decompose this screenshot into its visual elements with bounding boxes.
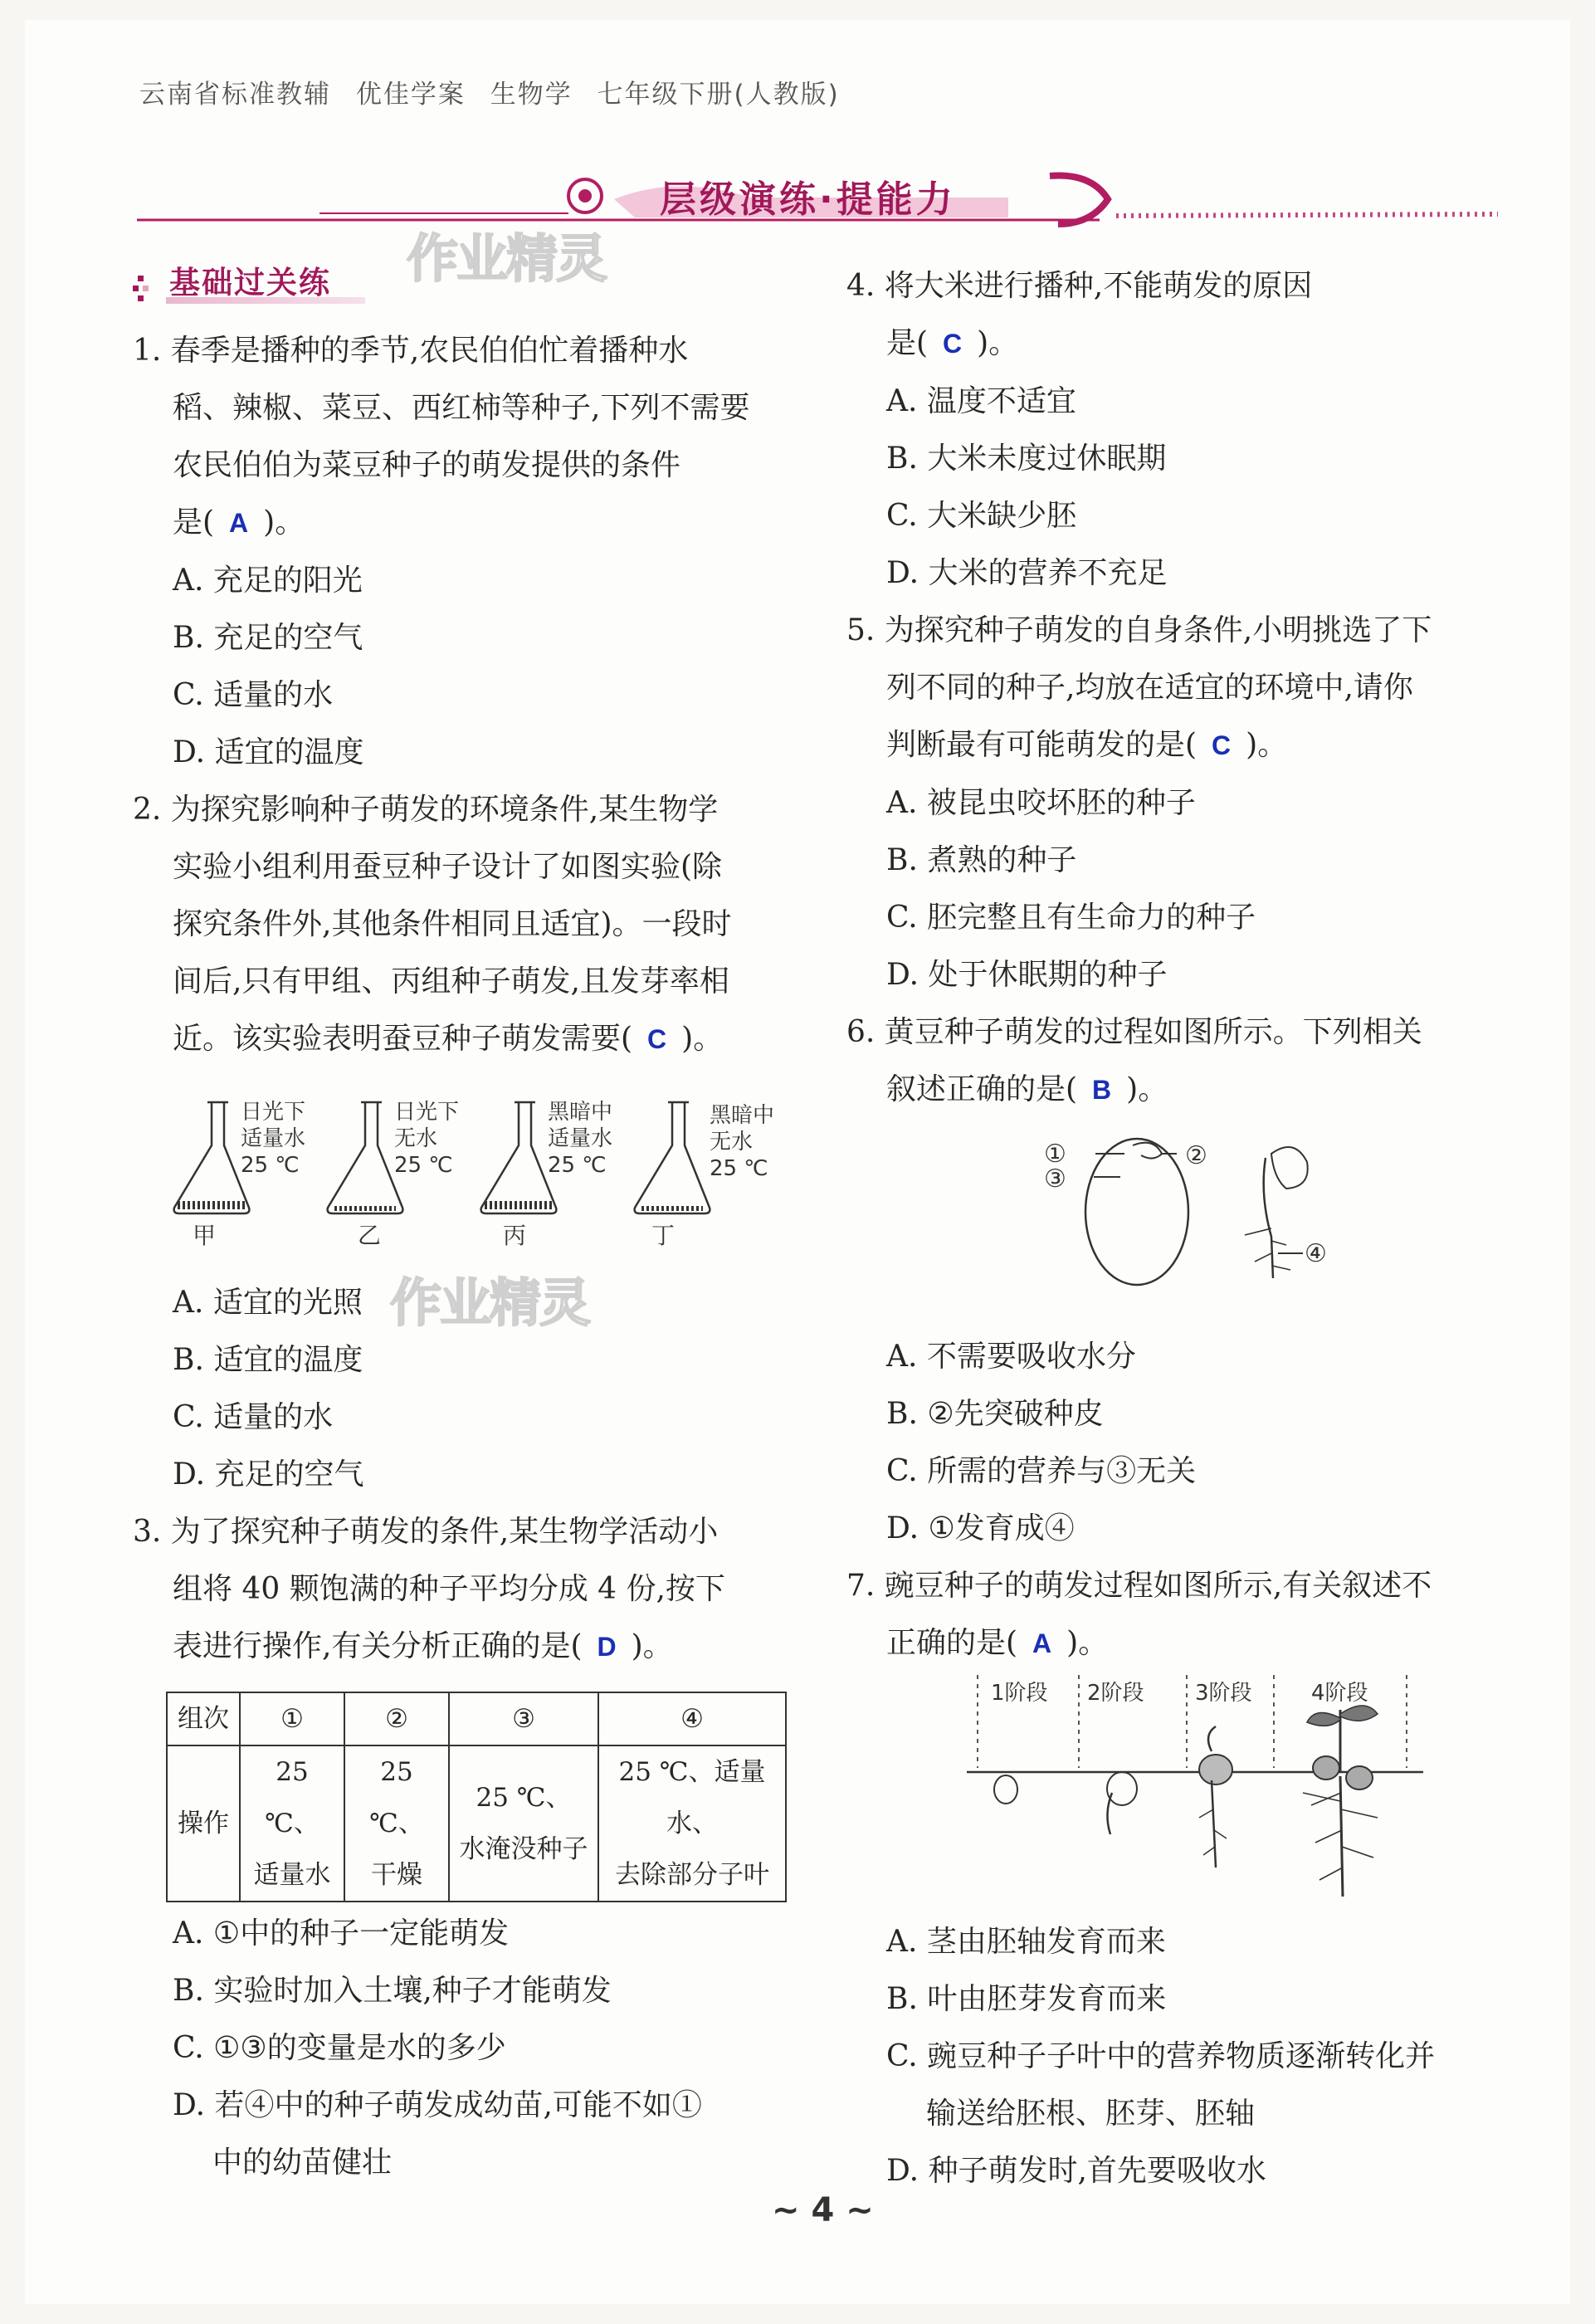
option: B. 实验时加入土壤,种子才能萌发 bbox=[173, 1974, 612, 2008]
question-text: 探究条件外,其他条件相同且适宜)。一段时 bbox=[173, 907, 732, 941]
table-cell: 25 ℃、 干燥 bbox=[344, 1745, 449, 1902]
answer-mark: C bbox=[943, 329, 963, 359]
svg-text:日光下: 日光下 bbox=[241, 1100, 306, 1125]
option: C. ①③的变量是水的多少 bbox=[173, 2031, 506, 2065]
question-text: 6. 黄豆种子萌发的过程如图所示。下列相关 bbox=[846, 1015, 1422, 1049]
option: 中的幼苗健壮 bbox=[212, 2146, 393, 2180]
svg-text:黑暗中: 黑暗中 bbox=[710, 1103, 775, 1128]
page-number: ~ 4 ~ bbox=[772, 2191, 874, 2229]
question-5 bbox=[846, 602, 1510, 1003]
flask-yi bbox=[328, 1100, 459, 1249]
table-cell: 25 ℃、适量水、 去除部分子叶 bbox=[598, 1745, 786, 1902]
table-header: ④ bbox=[598, 1692, 786, 1745]
table-header: ② bbox=[344, 1692, 449, 1745]
option: D. 种子萌发时,首先要吸收水 bbox=[886, 2154, 1266, 2188]
question-text: 列不同的种子,均放在适宜的环境中,请你 bbox=[886, 671, 1413, 705]
answer-mark: A bbox=[1032, 1628, 1052, 1658]
svg-text:3阶段: 3阶段 bbox=[1195, 1681, 1252, 1706]
svg-text:②: ② bbox=[1185, 1141, 1207, 1170]
watermark: 作业精灵 bbox=[407, 228, 607, 289]
question-text: 近。该实验表明蚕豆种子萌发需要( C )。 bbox=[173, 1022, 724, 1056]
answer-mark: D bbox=[597, 1632, 617, 1662]
pea-germination-figure bbox=[963, 1668, 1427, 1909]
table-header: 组次 bbox=[167, 1692, 240, 1745]
svg-text:25 ℃: 25 ℃ bbox=[394, 1153, 453, 1178]
answer-mark: C bbox=[1212, 730, 1232, 760]
operation-table bbox=[166, 1692, 787, 1902]
svg-text:①: ① bbox=[1044, 1140, 1066, 1169]
option: C. 胚完整且有生命力的种子 bbox=[886, 901, 1256, 935]
flask-ding bbox=[635, 1102, 774, 1249]
option: A. 温度不适宜 bbox=[886, 384, 1076, 418]
table-row bbox=[167, 1745, 786, 1902]
svg-text:2阶段: 2阶段 bbox=[1087, 1681, 1144, 1706]
answer-mark: C bbox=[647, 1024, 667, 1054]
question-text: 4. 将大米进行播种,不能萌发的原因 bbox=[846, 269, 1313, 303]
question-text: 3. 为了探究种子萌发的条件,某生物学活动小 bbox=[133, 1515, 719, 1549]
option: B. 叶由胚芽发育而来 bbox=[886, 1982, 1167, 2016]
option: D. 充足的空气 bbox=[173, 1457, 364, 1492]
svg-text:乙: 乙 bbox=[358, 1222, 382, 1249]
option: B. ②先突破种皮 bbox=[886, 1397, 1104, 1431]
table-cell: 25 ℃、 适量水 bbox=[240, 1745, 344, 1902]
flask-jia bbox=[174, 1100, 305, 1249]
question-text: 2. 为探究影响种子萌发的环境条件,某生物学 bbox=[133, 793, 719, 827]
svg-text:4阶段: 4阶段 bbox=[1311, 1681, 1368, 1706]
question-text: 稻、辣椒、菜豆、西红柿等种子,下列不需要 bbox=[173, 391, 750, 425]
svg-text:甲: 甲 bbox=[193, 1222, 217, 1249]
option: C. 适量的水 bbox=[173, 1400, 334, 1434]
left-column-bottom bbox=[133, 1905, 797, 2191]
option: A. 不需要吸收水分 bbox=[886, 1340, 1136, 1374]
svg-text:④: ④ bbox=[1305, 1239, 1327, 1268]
right-column-bottom bbox=[846, 1913, 1544, 2200]
question-text: 正确的是( A )。 bbox=[886, 1626, 1109, 1660]
section-title: 基础过关练 bbox=[169, 265, 331, 300]
svg-text:丙: 丙 bbox=[503, 1222, 527, 1249]
option: D. 大米的营养不充足 bbox=[886, 556, 1168, 590]
option: C. 所需的营养与③无关 bbox=[886, 1454, 1197, 1488]
svg-text:25 ℃: 25 ℃ bbox=[710, 1156, 768, 1181]
right-column-lower bbox=[846, 1328, 1510, 1672]
question-text: 判断最有可能萌发的是( C )。 bbox=[886, 728, 1288, 762]
option: D. 适宜的温度 bbox=[173, 735, 364, 769]
question-text: 5. 为探究种子萌发的自身条件,小明挑选了下 bbox=[846, 613, 1432, 647]
question-4 bbox=[846, 257, 1510, 602]
option: A. ①中的种子一定能萌发 bbox=[173, 1916, 510, 1950]
right-column bbox=[846, 257, 1510, 1119]
flask-bing bbox=[481, 1100, 612, 1249]
option: C. 大米缺少胚 bbox=[886, 499, 1077, 533]
option: D. 若④中的种子萌发成幼苗,可能不如① bbox=[173, 2088, 702, 2122]
left-column bbox=[133, 322, 797, 1068]
option: 输送给胚根、胚芽、胚轴 bbox=[926, 2097, 1256, 2131]
question-text: 是( A )。 bbox=[173, 505, 305, 540]
option: D. 处于休眠期的种子 bbox=[886, 958, 1168, 992]
question-3 bbox=[133, 1503, 797, 1676]
option: B. 煮熟的种子 bbox=[886, 843, 1077, 877]
svg-text:25 ℃: 25 ℃ bbox=[548, 1153, 607, 1178]
question-7 bbox=[846, 1557, 1510, 1672]
section-bullet-icon bbox=[133, 274, 158, 307]
table-cell: 25 ℃、 水淹没种子 bbox=[449, 1745, 598, 1902]
svg-text:③: ③ bbox=[1044, 1164, 1066, 1194]
option: C. 豌豆种子子叶中的营养物质逐渐转化并 bbox=[886, 2039, 1436, 2073]
answer-mark: A bbox=[229, 508, 249, 538]
option: A. 茎由胚轴发育而来 bbox=[886, 1925, 1166, 1959]
table-header: ③ bbox=[449, 1692, 598, 1745]
svg-text:适量水: 适量水 bbox=[241, 1126, 306, 1151]
running-header: 云南省标准教辅 优佳学案 生物学 七年级下册(人教版) bbox=[139, 80, 840, 110]
option: B. 充足的空气 bbox=[173, 621, 363, 655]
option: D. ①发育成④ bbox=[886, 1511, 1075, 1545]
option: A. 适宜的光照 bbox=[173, 1286, 363, 1320]
question-text: 表进行操作,有关分析正确的是( D )。 bbox=[173, 1629, 673, 1663]
question-text: 是( C )。 bbox=[886, 326, 1019, 360]
option: C. 适量的水 bbox=[173, 678, 334, 712]
question-6 bbox=[846, 1003, 1510, 1119]
question-text: 叙述正确的是( B )。 bbox=[886, 1072, 1168, 1106]
table-cell: 操作 bbox=[167, 1745, 240, 1902]
soybean-germination-figure bbox=[1037, 1129, 1353, 1295]
svg-text:黑暗中: 黑暗中 bbox=[548, 1100, 613, 1125]
svg-text:适量水: 适量水 bbox=[548, 1126, 613, 1151]
svg-text:1阶段: 1阶段 bbox=[991, 1681, 1048, 1706]
banner-title: 层级演练·提能力 bbox=[660, 178, 956, 221]
watermark: 作业精灵 bbox=[390, 1272, 590, 1333]
option: A. 充足的阳光 bbox=[173, 564, 363, 598]
question-text: 农民伯伯为菜豆种子的萌发提供的条件 bbox=[173, 448, 681, 482]
svg-text:25 ℃: 25 ℃ bbox=[241, 1153, 300, 1178]
option: B. 大米未度过休眠期 bbox=[886, 442, 1167, 476]
svg-text:丁: 丁 bbox=[651, 1222, 676, 1249]
question-text: 7. 豌豆种子的萌发过程如图所示,有关叙述不 bbox=[846, 1569, 1432, 1603]
question-1 bbox=[133, 322, 797, 781]
answer-mark: B bbox=[1092, 1075, 1112, 1105]
flask-experiment-figure bbox=[166, 1096, 797, 1253]
table-header: ① bbox=[240, 1692, 344, 1745]
svg-text:日光下: 日光下 bbox=[394, 1100, 460, 1125]
svg-text:无水: 无水 bbox=[710, 1130, 754, 1155]
question-text: 1. 春季是播种的季节,农民伯伯忙着播种水 bbox=[133, 334, 689, 368]
question-2 bbox=[133, 781, 797, 1068]
option: A. 被昆虫咬坏胚的种子 bbox=[886, 786, 1196, 820]
question-text: 组将 40 颗饱满的种子平均分成 4 份,按下 bbox=[173, 1572, 725, 1606]
option: B. 适宜的温度 bbox=[173, 1343, 363, 1377]
question-text: 实验小组利用蚕豆种子设计了如图实验(除 bbox=[173, 850, 723, 884]
left-column-lower bbox=[133, 1274, 797, 1676]
svg-text:无水: 无水 bbox=[394, 1126, 438, 1151]
question-text: 间后,只有甲组、丙组种子萌发,且发芽率相 bbox=[173, 964, 729, 998]
